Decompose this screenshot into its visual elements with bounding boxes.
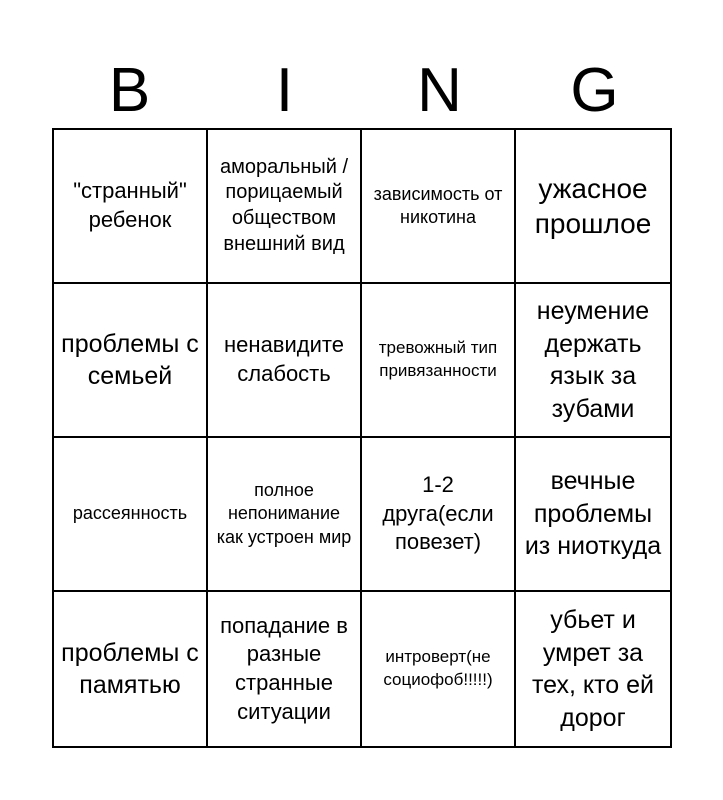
cell-text: 1-2 друга(если повезет) — [382, 472, 494, 555]
bingo-cell[interactable] — [208, 592, 362, 746]
header-letter-b: B — [108, 56, 151, 125]
header-letter-n: N — [417, 56, 462, 125]
bingo-cell[interactable] — [516, 592, 670, 746]
bingo-cell[interactable] — [54, 592, 208, 746]
bingo-cell[interactable] — [362, 284, 516, 438]
bingo-cell[interactable] — [362, 130, 516, 284]
bingo-cell[interactable] — [516, 130, 670, 284]
cell-text: неумение держать язык за зубами — [536, 297, 650, 423]
cell-text: зависимость от никотина — [373, 183, 503, 227]
bingo-cell[interactable] — [362, 438, 516, 592]
bingo-header — [52, 55, 672, 127]
bingo-cell[interactable] — [362, 592, 516, 746]
bingo-cell[interactable] — [516, 284, 670, 438]
cell-text: рассеянность — [72, 503, 188, 524]
cell-text: вечные проблемы из ниоткуда — [524, 467, 662, 561]
cell-text: полное непонимание как устроен мир — [216, 479, 352, 547]
cell-text: "странный" ребенок — [73, 178, 187, 232]
bingo-cell[interactable] — [54, 438, 208, 592]
bingo-cell[interactable] — [208, 438, 362, 592]
bingo-cell[interactable] — [516, 438, 670, 592]
cell-text: ненавидите слабость — [224, 332, 344, 386]
header-letter-i: I — [275, 56, 294, 125]
cell-text: убьет и умрет за тех, кто ей дорог — [531, 606, 655, 732]
bingo-cell[interactable] — [208, 284, 362, 438]
cell-text: ужасное прошлое — [534, 173, 652, 239]
cell-text: тревожный тип привязанности — [378, 338, 498, 380]
cell-text: аморальный / порицаемый обществом внешний вид — [219, 155, 349, 255]
cell-text: проблемы с памятью — [61, 638, 199, 699]
header-letter-g: G — [570, 56, 619, 125]
cell-text: проблемы с семьей — [61, 329, 199, 390]
bingo-cell[interactable] — [54, 284, 208, 438]
bingo-cell[interactable] — [208, 130, 362, 284]
bingo-cell[interactable] — [54, 130, 208, 284]
cell-text: попадание в разные странные ситуации — [220, 612, 348, 724]
bingo-grid — [52, 128, 672, 748]
cell-text: интроверт(не социофоб!!!!!) — [383, 647, 493, 689]
